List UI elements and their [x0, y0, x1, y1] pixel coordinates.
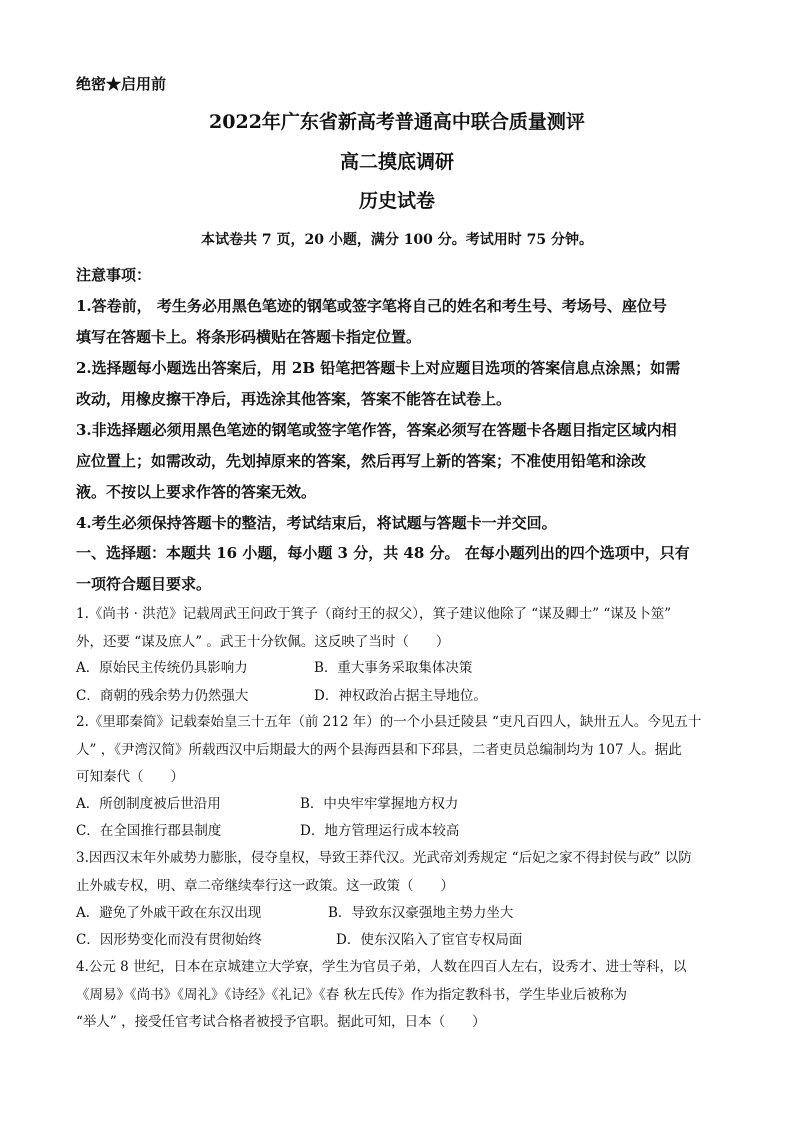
question-2-stem: 人” ，《尹湾汉简》所载西汉中后期最大的两个县海西县和下邳县，二者吏员总编制均为 107 人。据此 — [76, 742, 682, 758]
section-heading: 一项符合题目要求。 — [76, 575, 212, 593]
question-2-stem: 2.《里耶秦简》记载秦始皇三十五年（前 212 年）的一个小县迁陵县 “吏凡百四人，缺卅五人。今见五十 — [76, 714, 702, 730]
notice-line: 4.考生必须保持答题卡的整洁，考试结束后，将试题与答题卡一并交回。 — [76, 514, 557, 532]
notice-heading: 注意事项： — [76, 266, 152, 284]
exam-info: 本试卷共 7 页，20 小题，满分 100 分。考试用时 75 分钟。 — [200, 232, 594, 248]
notice-line: 3.非选择题必须用黑色笔迹的钢笔或签字笔作答，答案必须写在答题卡各题目指定区域内相 — [76, 421, 677, 439]
exam-subtitle: 高二摸底调研 — [339, 151, 454, 173]
question-4-stem: “举人” ，接受任官考试合格者被授予官职。据此可知，日本（ ） — [76, 1014, 486, 1030]
question-2-option-c: C．在全国推行郡县制度 — [76, 823, 222, 839]
question-4-stem: 4.公元 8 世纪，日本在京城建立大学寮，学生为官员子弟，人数在四百人左右，设秀才、进士等科，以 — [76, 959, 687, 975]
question-4-stem: 《周易》《尚书》《周礼》《诗经》《礼记》《春 秋左氏传》作为指定教科书，学生毕业后被称为 — [76, 987, 628, 1003]
question-3-stem: 止外戚专权，明、章二帝继续奉行这一政策。这一政策（ ） — [76, 878, 454, 894]
notice-line: 应位置上；如需改动，先划掉原来的答案，然后再写上新的答案；不准使用铅笔和涂改 — [76, 452, 647, 470]
notice-line: 1.答卷前， 考生务必用黑色笔迹的钢笔或签字笔将自己的姓名和考生号、考场号、座位号 — [76, 297, 667, 315]
question-3-option-b: B．导致东汉豪强地主势力坐大 — [328, 905, 514, 921]
exam-subject: 历史试卷 — [358, 190, 435, 212]
question-3-stem: 3.因西汉末年外戚势力膨胀，侵夺皇权，导致王莽代汉。光武帝刘秀规定 “后妃之家不得封侯与政” 以防 — [76, 850, 692, 866]
notice-line: 2.选择题每小题选出答案后，用 2B 铅笔把答题卡上对应题目选项的答案信息点涂黑；如需 — [76, 359, 681, 377]
question-2-stem: 可知秦代（ ） — [76, 769, 184, 785]
notice-line: 改动，用橡皮擦干净后，再选涂其他答案，答案不能答在试卷上。 — [76, 390, 512, 408]
confidential-label: 绝密★启用前 — [76, 75, 167, 93]
notice-line: 填写在答题卡上。将条形码横贴在答题卡指定位置。 — [76, 328, 422, 346]
notice-line: 液。不按以上要求作答的答案无效。 — [76, 483, 317, 501]
question-1-stem: 外，还要 “谋及庶人” 。武王十分钦佩。这反映了当时（ ） — [76, 634, 450, 650]
question-1-stem: 1.《尚书 · 洪范》记载周武王问政于箕子（商纣王的叔父），箕子建议他除了 “谋及卿士” “谋及卜筮” — [76, 606, 672, 622]
question-1-option-b: B．重大事务采取集体决策 — [314, 660, 473, 676]
question-2-option-a: A．所创制度被后世沿用 — [76, 796, 221, 812]
question-3-option-c: C．因形势变化而没有贯彻始终 — [76, 932, 262, 948]
question-2-option-b: B．中央牢牢掌握地方权力 — [300, 796, 459, 812]
question-2-option-d: D．地方管理运行成本较高 — [300, 823, 460, 839]
section-heading: 一、选择题：本题共 16 小题，每小题 3 分，共 48 分。 在每小题列出的四个选项中，只有 — [76, 544, 690, 562]
question-3-option-d: D．使东汉陷入了宦官专权局面 — [336, 932, 523, 948]
question-3-option-a: A．避免了外戚干政在东汉出现 — [76, 905, 262, 921]
question-1-option-a: A．原始民主传统仍具影响力 — [76, 660, 248, 676]
exam-title: 2022年广东省新高考普通高中联合质量测评 — [209, 111, 585, 133]
question-1-option-c: C．商朝的残余势力仍然强大 — [76, 688, 249, 704]
question-1-option-d: D．神权政治占据主导地位。 — [314, 688, 487, 704]
